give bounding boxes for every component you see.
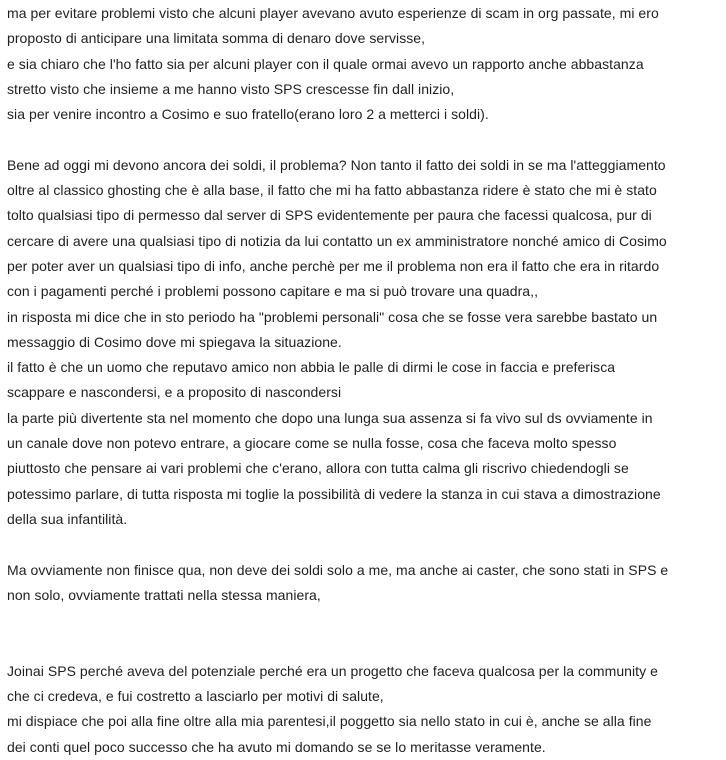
text-line: stretto visto che insieme a me hanno visto SPS crescesse fin dall inizio, [7, 80, 455, 97]
text-line: il fatto è che un uomo che reputavo amico non abbia le palle di dirmi le cose in faccia e preferisca [7, 359, 616, 376]
text-line: scappare e nascondersi, e a proposito di nascondersi [7, 384, 342, 401]
text-line: dei conti quel poco successo che ha avuto mi domando se se lo meritasse veramente. [7, 738, 546, 755]
text-line: ma per evitare problemi visto che alcuni player avevano avuto esperienze di scam in org passate, mi ero [7, 5, 659, 21]
text-line: messaggio di Cosimo dove mi spiegava la situazione. [7, 333, 342, 350]
paragraph-spacer [7, 532, 719, 557]
text-line: non solo, ovviamente trattati nella stessa maniera, [7, 586, 321, 603]
text-line: per poter aver un qualsiasi tipo di info, anche perchè per me il problema non era il fatto che era in ritardo [7, 257, 660, 274]
text-line: potessimo parlare, di tutta risposta mi toglie la possibilità di vedere la stanza in cui stava a dimostrazione [7, 485, 661, 502]
text-line: la parte più divertente sta nel momento che dopo una lunga sua assenza si fa vivo sul ds ovviamente in [7, 409, 653, 426]
text-line: che ci credeva, e fui costretto a lasciarlo per motivi di salute, [7, 688, 384, 705]
text-line: tolto qualsiasi tipo di permesso dal server di SPS evidentemente per paura che facessi qualcosa, pur di [7, 207, 652, 224]
text-line: della sua infantilità. [7, 510, 128, 527]
text-line: piuttosto che pensare ai vari problemi che c'erano, allora con tutta calma gli riscrivo chiedendogli se [7, 460, 629, 477]
text-line: sia per venire incontro a Cosimo e suo fratello(erano loro 2 a metterci i soldi). [7, 106, 489, 123]
text-line: mi dispiace che poi alla fine oltre alla mia parentesi,il poggetto sia nello stato in cui è, anche se alla fine [7, 713, 652, 730]
text-line: proposto di anticipare una limitata somma di denaro dove servisse, [7, 30, 426, 47]
text-line: in risposta mi dice che in sto periodo ha "problemi personali" cosa che se fosse vera sarebbe bastato un [7, 308, 658, 325]
document-body [0, 1, 719, 760]
paragraph-spacer [7, 608, 719, 633]
text-line: Joinai SPS perché aveva del potenziale perché era un progetto che faceva qualcosa per la community e [7, 662, 658, 679]
text-line: oltre al classico ghosting che è alla base, il fatto che mi ha fatto abbastanza ridere è stato che mi è stato [7, 182, 657, 199]
text-line: e sia chiaro che l'ho fatto sia per alcuni player con il quale ormai avevo un rapporto anche abbastanza [7, 55, 644, 72]
text-line: con i pagamenti perché i problemi possono capitare e ma si può trovare una quadra,, [7, 283, 539, 300]
paragraph-spacer [7, 127, 719, 152]
text-line: Ma ovviamente non finisce qua, non deve dei soldi solo a me, ma anche ai caster, che sono stati in SPS e [7, 561, 669, 578]
paragraph-spacer [7, 633, 719, 658]
text-line: un canale dove non potevo entrare, a giocare come se nulla fosse, cosa che faceva molto spesso [7, 435, 617, 452]
text-line: Bene ad oggi mi devono ancora dei soldi, il problema? Non tanto il fatto dei soldi in se ma l'atteggiamento [7, 156, 666, 173]
text-line: cercare di avere una qualsiasi tipo di notizia da lui contatto un ex amministratore nonché amico di Cosimo [7, 232, 667, 249]
